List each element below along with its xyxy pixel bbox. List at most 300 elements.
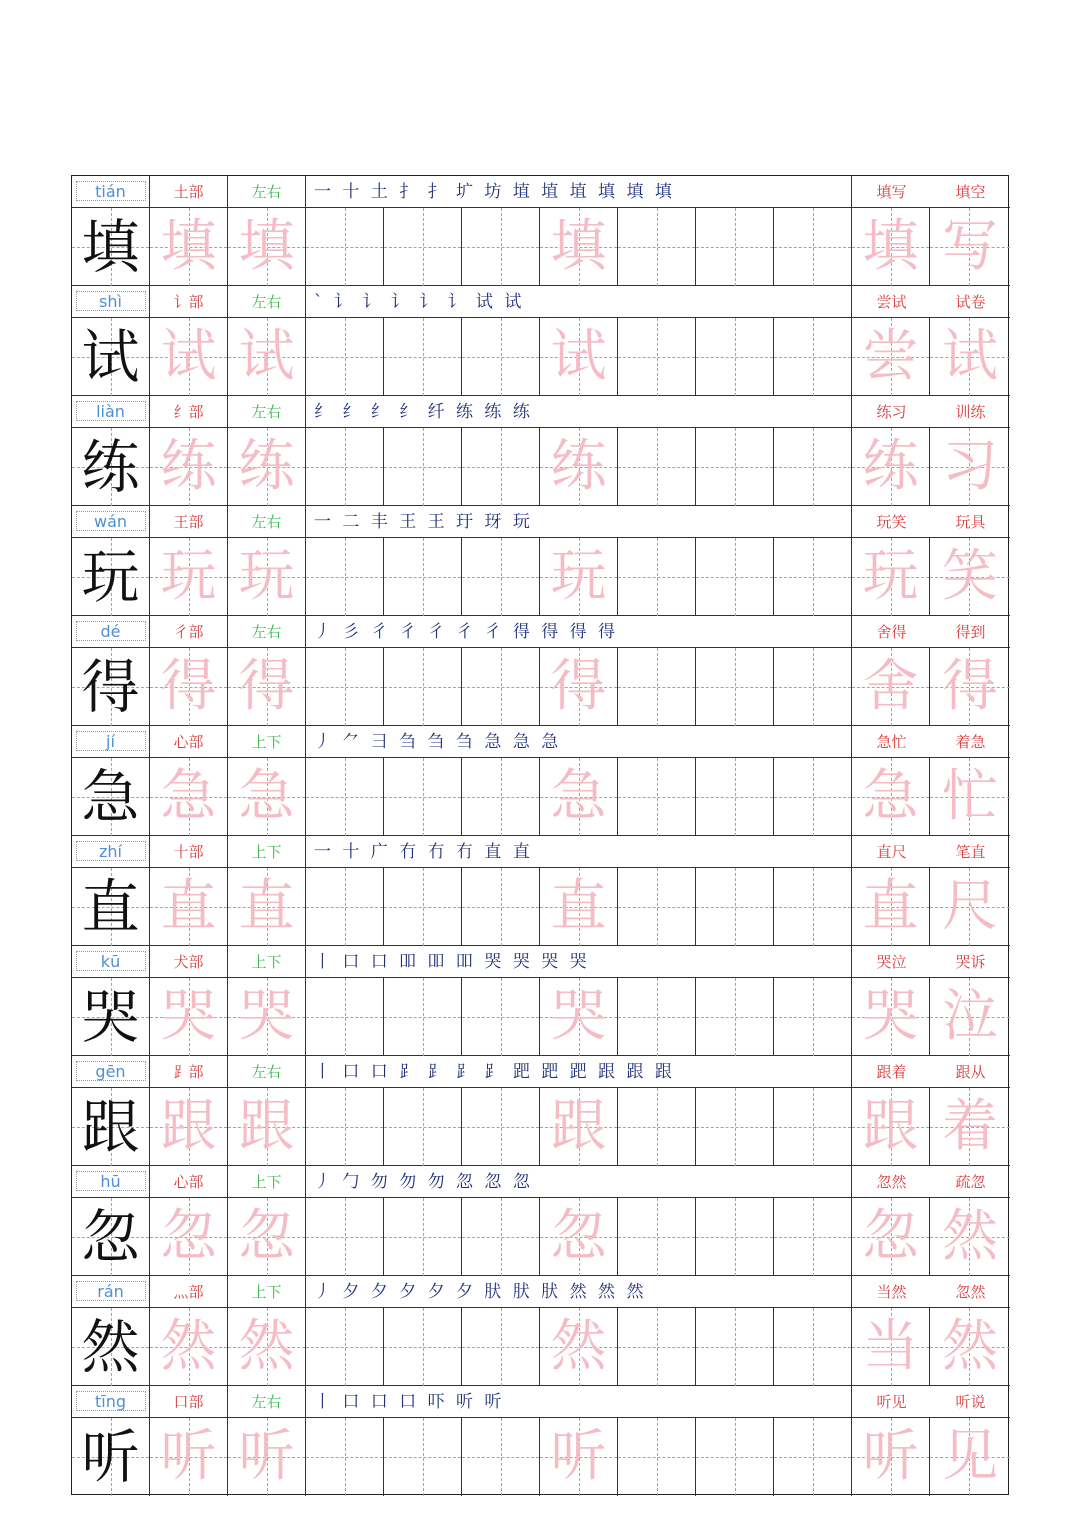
practice-grid	[72, 428, 1010, 506]
guide-line-vertical	[657, 318, 658, 396]
word-trace-char: 泣	[942, 984, 998, 1049]
guide-line-vertical	[423, 318, 424, 396]
example-word: 玩具	[955, 513, 986, 531]
practice-cell[interactable]	[540, 1198, 618, 1276]
practice-cell[interactable]	[462, 1308, 540, 1386]
practice-cell[interactable]	[852, 868, 930, 946]
practice-grid	[72, 1088, 1010, 1166]
model-char: 填	[81, 213, 140, 281]
trace-char: 听	[238, 1424, 295, 1489]
practice-cell[interactable]	[540, 648, 618, 726]
practice-cell[interactable]	[852, 1198, 930, 1276]
guide-line-vertical	[423, 1198, 424, 1276]
practice-cell[interactable]	[150, 1308, 228, 1386]
practice-cell[interactable]	[150, 208, 228, 286]
practice-cell[interactable]	[228, 538, 306, 616]
info-strip	[72, 1166, 1010, 1198]
practice-cell[interactable]	[228, 1308, 306, 1386]
trace-char: 然	[238, 1314, 295, 1379]
guide-line-vertical	[501, 208, 502, 286]
trace-char: 试	[160, 324, 217, 389]
practice-cell[interactable]	[540, 758, 618, 836]
guide-line-vertical	[501, 538, 502, 616]
practice-grid	[72, 538, 1010, 616]
trace-char: 哭	[550, 984, 607, 1049]
trace-char: 试	[238, 324, 295, 389]
practice-cell[interactable]	[150, 978, 228, 1056]
practice-cell[interactable]	[930, 318, 1010, 396]
pinyin-cell	[72, 286, 150, 318]
word-trace-char: 尝	[862, 324, 919, 389]
model-char: 直	[81, 873, 140, 941]
practice-cell[interactable]	[462, 538, 540, 616]
character-block	[72, 176, 1010, 286]
guide-line-vertical	[501, 978, 502, 1056]
practice-cell[interactable]	[384, 1308, 462, 1386]
practice-cell[interactable]	[228, 318, 306, 396]
example-word: 练习	[876, 403, 907, 421]
example-word: 听见	[876, 1393, 907, 1411]
example-word: 填写	[876, 183, 907, 201]
practice-cell[interactable]	[384, 758, 462, 836]
example-word: 尝试	[876, 293, 907, 311]
practice-cell[interactable]	[540, 1088, 618, 1166]
structure-label: 左右	[228, 286, 306, 318]
practice-cell[interactable]	[852, 1088, 930, 1166]
model-char: 听	[81, 1423, 140, 1491]
guide-line-vertical	[735, 648, 736, 726]
practice-cell[interactable]	[540, 868, 618, 946]
practice-cell[interactable]	[774, 208, 852, 286]
practice-cell[interactable]	[540, 1308, 618, 1386]
practice-cell[interactable]	[306, 1198, 384, 1276]
practice-cell[interactable]	[150, 1418, 228, 1496]
practice-cell[interactable]	[618, 1308, 696, 1386]
example-words	[852, 506, 1010, 538]
practice-cell[interactable]	[618, 1418, 696, 1496]
word-trace-char: 玩	[862, 544, 919, 609]
radical-label: 王部	[150, 506, 228, 538]
character-block	[72, 616, 1010, 726]
practice-cell[interactable]	[150, 318, 228, 396]
pinyin-text: kū	[76, 951, 146, 971]
practice-cell[interactable]	[774, 1308, 852, 1386]
practice-cell[interactable]	[306, 318, 384, 396]
guide-line-vertical	[813, 648, 814, 726]
practice-cell[interactable]	[696, 978, 774, 1056]
pinyin-text: tīng	[76, 1391, 146, 1411]
practice-cell[interactable]	[540, 428, 618, 506]
guide-line-vertical	[657, 868, 658, 946]
practice-cell[interactable]	[462, 1418, 540, 1496]
practice-cell[interactable]	[852, 538, 930, 616]
example-word: 填空	[955, 183, 986, 201]
character-block	[72, 506, 1010, 616]
word-trace-char: 笑	[942, 544, 998, 609]
model-char: 哭	[81, 983, 140, 1051]
guide-line-vertical	[735, 868, 736, 946]
practice-cell[interactable]	[852, 318, 930, 396]
guide-line-vertical	[345, 428, 346, 506]
practice-cell[interactable]	[150, 868, 228, 946]
example-words	[852, 946, 1010, 978]
example-word: 听说	[955, 1393, 986, 1411]
radical-label: 口部	[150, 1386, 228, 1418]
practice-cell[interactable]	[852, 1418, 930, 1496]
word-trace-char: 练	[862, 434, 919, 499]
word-trace-char: 填	[862, 214, 919, 279]
practice-cell[interactable]	[228, 978, 306, 1056]
practice-cell[interactable]	[618, 758, 696, 836]
trace-char: 直	[550, 874, 607, 939]
model-char-cell	[72, 758, 150, 836]
practice-cell[interactable]	[306, 208, 384, 286]
guide-line-vertical	[345, 758, 346, 836]
practice-cell[interactable]	[540, 318, 618, 396]
practice-cell[interactable]	[774, 1198, 852, 1276]
stroke-order: 丿 勹 勿 勿 勿 忽 忽 忽	[306, 1166, 852, 1198]
info-strip	[72, 506, 1010, 538]
practice-cell[interactable]	[930, 208, 1010, 286]
guide-line-vertical	[657, 1418, 658, 1496]
pinyin-text: zhí	[76, 841, 146, 861]
practice-cell[interactable]	[618, 978, 696, 1056]
practice-cell[interactable]	[696, 868, 774, 946]
guide-line-vertical	[501, 428, 502, 506]
stroke-order: 丨 口 口 ⻊ ⻊ ⻊ ⻊ 跁 跁 跁 跟 跟 跟	[306, 1056, 852, 1088]
trace-char: 填	[550, 214, 607, 279]
structure-label: 上下	[228, 1276, 306, 1308]
pinyin-cell	[72, 1386, 150, 1418]
practice-cell[interactable]	[852, 1308, 930, 1386]
example-word: 忽然	[955, 1283, 986, 1301]
pinyin-cell	[72, 1276, 150, 1308]
practice-cell[interactable]	[696, 1088, 774, 1166]
practice-cell[interactable]	[930, 1308, 1010, 1386]
model-char: 玩	[81, 543, 140, 611]
pinyin-text: jí	[76, 731, 146, 751]
guide-line-vertical	[501, 758, 502, 836]
model-char: 急	[81, 763, 140, 831]
info-strip	[72, 1276, 1010, 1308]
character-block	[72, 1276, 1010, 1386]
practice-cell[interactable]	[696, 538, 774, 616]
practice-cell[interactable]	[696, 208, 774, 286]
practice-cell[interactable]	[462, 978, 540, 1056]
trace-char: 直	[160, 874, 217, 939]
practice-cell[interactable]	[852, 978, 930, 1056]
practice-cell[interactable]	[306, 648, 384, 726]
practice-cell[interactable]	[384, 868, 462, 946]
word-trace-char: 然	[942, 1314, 998, 1379]
example-word: 急忙	[876, 733, 907, 751]
guide-line-vertical	[657, 538, 658, 616]
practice-cell[interactable]	[384, 318, 462, 396]
example-word: 着急	[955, 733, 986, 751]
guide-line-vertical	[501, 1198, 502, 1276]
radical-label: 心部	[150, 726, 228, 758]
practice-cell[interactable]	[618, 868, 696, 946]
practice-grid	[72, 1198, 1010, 1276]
practice-sheet	[71, 175, 1009, 1495]
word-trace-char: 着	[942, 1094, 998, 1159]
practice-cell[interactable]	[618, 1088, 696, 1166]
guide-line-vertical	[501, 868, 502, 946]
practice-cell[interactable]	[384, 648, 462, 726]
guide-line-vertical	[735, 1418, 736, 1496]
model-char: 得	[81, 653, 140, 721]
example-word: 试卷	[955, 293, 986, 311]
example-words	[852, 1386, 1010, 1418]
stroke-order: 丨 口 口 吅 吅 吅 哭 哭 哭 哭	[306, 946, 852, 978]
model-char-cell	[72, 1198, 150, 1276]
practice-cell[interactable]	[462, 208, 540, 286]
model-char-cell	[72, 978, 150, 1056]
trace-char: 听	[160, 1424, 217, 1489]
guide-line-vertical	[423, 1418, 424, 1496]
guide-line-vertical	[501, 1418, 502, 1496]
practice-cell[interactable]	[774, 978, 852, 1056]
practice-cell[interactable]	[696, 758, 774, 836]
guide-line-vertical	[423, 758, 424, 836]
practice-cell[interactable]	[150, 1198, 228, 1276]
example-words	[852, 616, 1010, 648]
guide-line-vertical	[501, 1088, 502, 1166]
practice-cell[interactable]	[774, 868, 852, 946]
practice-cell[interactable]	[930, 1088, 1010, 1166]
practice-cell[interactable]	[462, 758, 540, 836]
practice-cell[interactable]	[384, 538, 462, 616]
guide-line-vertical	[735, 208, 736, 286]
practice-cell[interactable]	[306, 868, 384, 946]
example-word: 直尺	[876, 843, 907, 861]
guide-line-vertical	[657, 1308, 658, 1386]
guide-line-vertical	[345, 538, 346, 616]
practice-cell[interactable]	[852, 208, 930, 286]
practice-cell[interactable]	[852, 428, 930, 506]
pinyin-text: tián	[76, 181, 146, 201]
practice-grid	[72, 758, 1010, 836]
trace-char: 听	[550, 1424, 607, 1489]
practice-cell[interactable]	[540, 208, 618, 286]
pinyin-cell	[72, 176, 150, 208]
guide-line-vertical	[735, 428, 736, 506]
guide-line-vertical	[423, 1088, 424, 1166]
practice-cell[interactable]	[696, 1308, 774, 1386]
practice-cell[interactable]	[306, 1308, 384, 1386]
practice-cell[interactable]	[930, 978, 1010, 1056]
practice-cell[interactable]	[774, 538, 852, 616]
practice-cell[interactable]	[384, 428, 462, 506]
guide-line-vertical	[735, 1088, 736, 1166]
example-word: 得到	[955, 623, 986, 641]
practice-cell[interactable]	[930, 538, 1010, 616]
structure-label: 左右	[228, 1386, 306, 1418]
practice-cell[interactable]	[228, 758, 306, 836]
practice-cell[interactable]	[618, 428, 696, 506]
guide-line-vertical	[423, 538, 424, 616]
practice-cell[interactable]	[306, 428, 384, 506]
practice-cell[interactable]	[774, 428, 852, 506]
practice-cell[interactable]	[462, 428, 540, 506]
practice-cell[interactable]	[852, 758, 930, 836]
practice-cell[interactable]	[930, 648, 1010, 726]
guide-line-vertical	[657, 648, 658, 726]
practice-cell[interactable]	[228, 1088, 306, 1166]
practice-cell[interactable]	[618, 318, 696, 396]
character-block	[72, 946, 1010, 1056]
guide-line-vertical	[501, 1308, 502, 1386]
practice-cell[interactable]	[150, 648, 228, 726]
guide-line-vertical	[735, 538, 736, 616]
word-trace-char: 写	[942, 214, 998, 279]
practice-cell[interactable]	[540, 1418, 618, 1496]
word-trace-char: 当	[862, 1314, 919, 1379]
guide-line-vertical	[813, 1308, 814, 1386]
guide-line-vertical	[813, 868, 814, 946]
example-word: 跟从	[955, 1063, 986, 1081]
practice-cell[interactable]	[930, 868, 1010, 946]
practice-cell[interactable]	[384, 208, 462, 286]
guide-line-vertical	[345, 648, 346, 726]
practice-cell[interactable]	[150, 758, 228, 836]
info-strip	[72, 1386, 1010, 1418]
model-char-cell	[72, 1308, 150, 1386]
trace-char: 忽	[160, 1204, 217, 1269]
practice-cell[interactable]	[852, 648, 930, 726]
practice-cell[interactable]	[774, 1418, 852, 1496]
practice-cell[interactable]	[228, 1418, 306, 1496]
pinyin-cell	[72, 506, 150, 538]
guide-line-vertical	[735, 1308, 736, 1386]
practice-grid	[72, 318, 1010, 396]
structure-label: 左右	[228, 1056, 306, 1088]
trace-char: 跟	[160, 1094, 217, 1159]
info-strip	[72, 836, 1010, 868]
practice-cell[interactable]	[618, 208, 696, 286]
practice-cell[interactable]	[384, 978, 462, 1056]
practice-cell[interactable]	[462, 1198, 540, 1276]
pinyin-text: hū	[76, 1171, 146, 1191]
practice-cell[interactable]	[930, 1198, 1010, 1276]
practice-cell[interactable]	[384, 1088, 462, 1166]
example-words	[852, 836, 1010, 868]
trace-char: 直	[238, 874, 295, 939]
practice-cell[interactable]	[228, 428, 306, 506]
practice-cell[interactable]	[696, 648, 774, 726]
practice-cell[interactable]	[618, 648, 696, 726]
structure-label: 上下	[228, 726, 306, 758]
practice-cell[interactable]	[618, 1198, 696, 1276]
practice-cell[interactable]	[306, 758, 384, 836]
trace-char: 练	[238, 434, 295, 499]
model-char-cell	[72, 538, 150, 616]
word-trace-char: 习	[942, 434, 998, 499]
guide-line-vertical	[501, 318, 502, 396]
practice-cell[interactable]	[696, 318, 774, 396]
practice-cell[interactable]	[228, 648, 306, 726]
example-words	[852, 1276, 1010, 1308]
practice-cell[interactable]	[228, 1198, 306, 1276]
practice-cell[interactable]	[462, 648, 540, 726]
practice-cell[interactable]	[774, 318, 852, 396]
practice-cell[interactable]	[930, 1418, 1010, 1496]
practice-cell[interactable]	[150, 538, 228, 616]
structure-label: 上下	[228, 836, 306, 868]
model-char-cell	[72, 648, 150, 726]
practice-grid	[72, 978, 1010, 1056]
guide-line-vertical	[657, 1088, 658, 1166]
practice-cell[interactable]	[306, 538, 384, 616]
model-char: 跟	[81, 1093, 140, 1161]
practice-cell[interactable]	[462, 1088, 540, 1166]
practice-cell[interactable]	[306, 1418, 384, 1496]
trace-char: 哭	[238, 984, 295, 1049]
example-word: 当然	[876, 1283, 907, 1301]
stroke-order: 丿 彡 彳 彳 彳 彳 彳 得 得 得 得	[306, 616, 852, 648]
example-words	[852, 726, 1010, 758]
model-char: 然	[81, 1313, 140, 1381]
radical-label: 十部	[150, 836, 228, 868]
example-word: 笔直	[955, 843, 986, 861]
trace-char: 跟	[238, 1094, 295, 1159]
practice-cell[interactable]	[306, 978, 384, 1056]
practice-cell[interactable]	[150, 428, 228, 506]
pinyin-cell	[72, 616, 150, 648]
practice-cell[interactable]	[696, 1198, 774, 1276]
word-trace-char: 试	[942, 324, 998, 389]
practice-cell[interactable]	[774, 648, 852, 726]
practice-cell[interactable]	[930, 428, 1010, 506]
practice-cell[interactable]	[462, 868, 540, 946]
stroke-order: 一 十 土 扌 扌 圹 坊 埴 埴 埴 填 填 填	[306, 176, 852, 208]
practice-cell[interactable]	[228, 868, 306, 946]
practice-cell[interactable]	[306, 1088, 384, 1166]
practice-cell[interactable]	[462, 318, 540, 396]
guide-line-vertical	[735, 318, 736, 396]
trace-char: 练	[550, 434, 607, 499]
word-trace-char: 然	[942, 1204, 998, 1269]
example-word: 训练	[955, 403, 986, 421]
radical-label: 土部	[150, 176, 228, 208]
practice-cell[interactable]	[696, 1418, 774, 1496]
practice-cell[interactable]	[540, 978, 618, 1056]
word-trace-char: 尺	[942, 874, 998, 939]
practice-cell[interactable]	[228, 208, 306, 286]
guide-line-vertical	[813, 538, 814, 616]
trace-char: 填	[238, 214, 295, 279]
practice-cell[interactable]	[618, 538, 696, 616]
word-trace-char: 直	[862, 874, 919, 939]
guide-line-vertical	[813, 758, 814, 836]
structure-label: 左右	[228, 616, 306, 648]
practice-cell[interactable]	[696, 428, 774, 506]
practice-cell[interactable]	[774, 758, 852, 836]
guide-line-vertical	[423, 978, 424, 1056]
practice-cell[interactable]	[930, 758, 1010, 836]
character-block	[72, 286, 1010, 396]
trace-char: 得	[238, 654, 295, 719]
practice-cell[interactable]	[540, 538, 618, 616]
practice-cell[interactable]	[150, 1088, 228, 1166]
example-word: 忽然	[876, 1173, 907, 1191]
practice-cell[interactable]	[774, 1088, 852, 1166]
practice-cell[interactable]	[384, 1198, 462, 1276]
guide-line-vertical	[813, 1088, 814, 1166]
trace-char: 忽	[238, 1204, 295, 1269]
practice-cell[interactable]	[384, 1418, 462, 1496]
trace-char: 玩	[160, 544, 217, 609]
